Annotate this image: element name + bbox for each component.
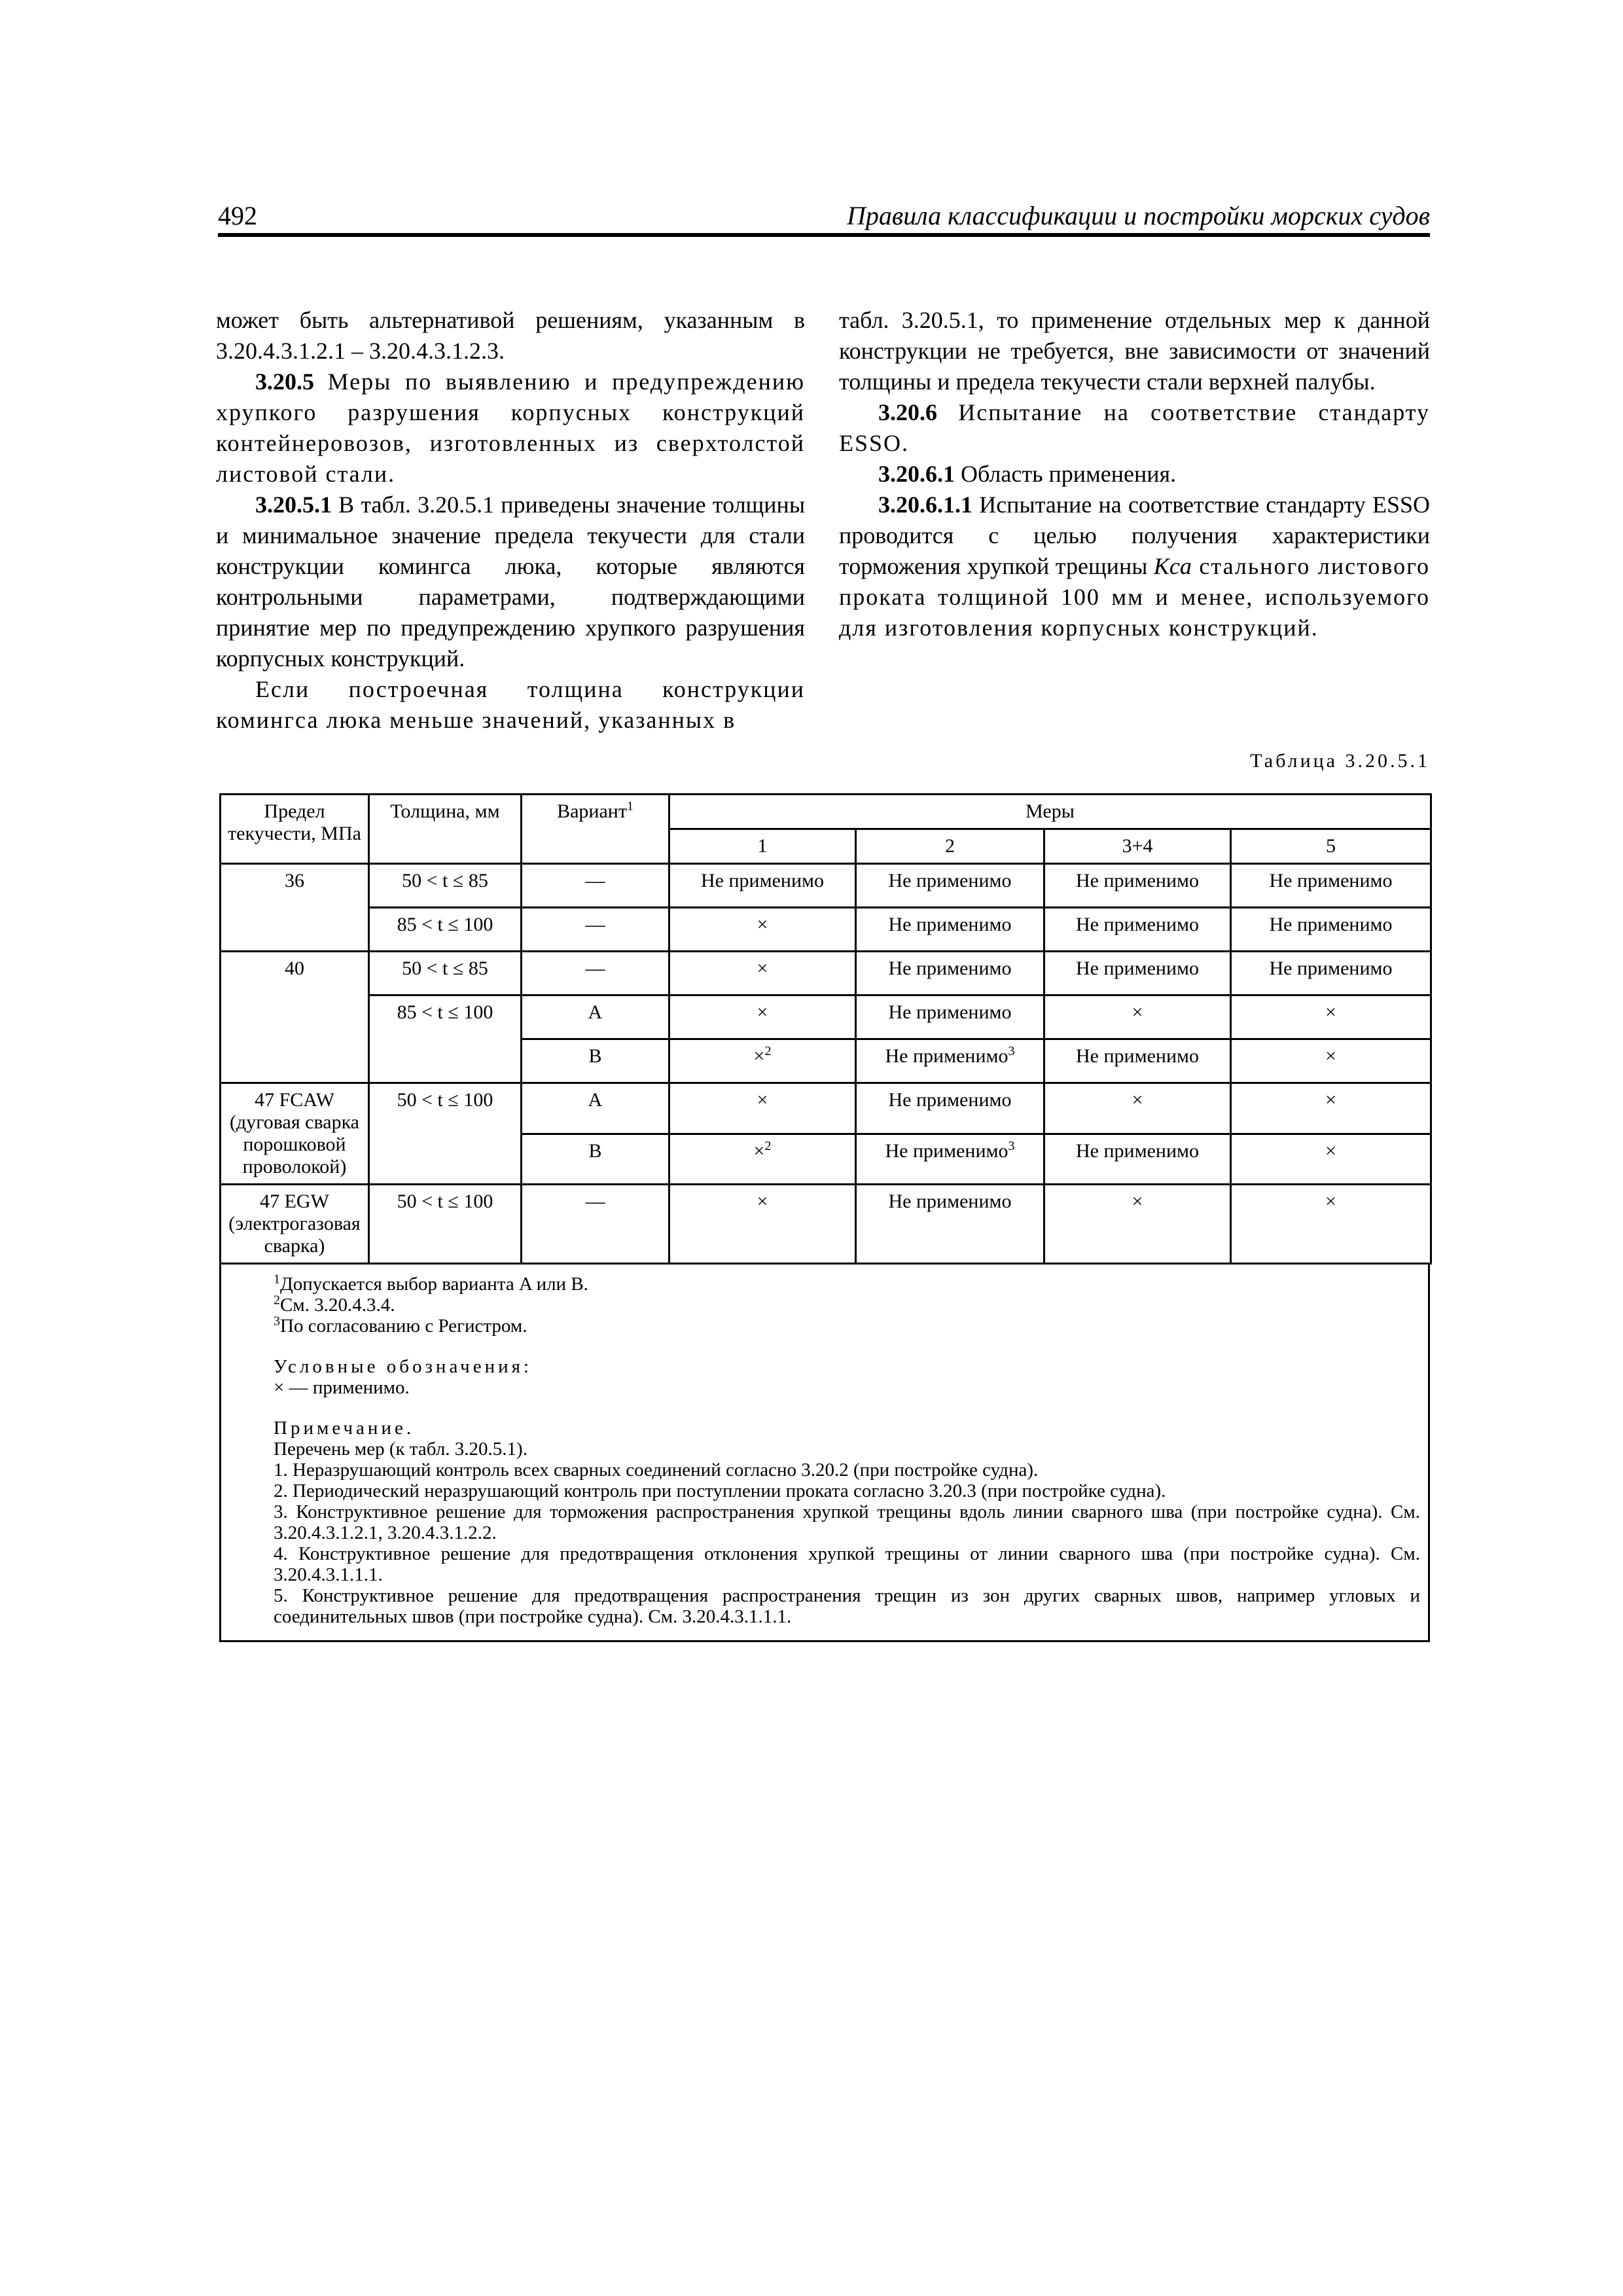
right-column: [839, 305, 1430, 643]
cell-measure-1: [669, 1039, 856, 1083]
paragraph-number: 3.20.6.1: [878, 461, 955, 487]
cell-value: Не применимо: [885, 1139, 1008, 1162]
footnotes: [274, 1274, 1420, 1336]
cell-value: Не применимо: [888, 958, 1012, 979]
cell-value: ×: [753, 1045, 765, 1067]
cell-measure-1: [669, 952, 856, 996]
cell-variant: B: [522, 1039, 669, 1083]
cell-footnote-ref: 3: [1008, 1138, 1015, 1153]
cell-measure-2: [856, 1083, 1044, 1134]
paragraph-text: Область применения.: [955, 461, 1177, 487]
cell-value: Не применимо: [888, 870, 1012, 891]
table-row: [221, 864, 1431, 908]
header-measure-2: 2: [856, 829, 1044, 864]
paragraph-continuation: табл. 3.20.5.1, то применение отдельных мер к данной конструкции не требуется, вне зависимости от значений толщины и предела текучести стали верхней палубы.: [839, 307, 1430, 395]
running-title: Правила классификации и постройки морских судов: [846, 201, 1430, 230]
table-caption: Таблица 3.20.5.1: [1250, 750, 1430, 772]
cell-measure-1: [669, 1083, 856, 1134]
cell-measure-1: [669, 1134, 856, 1185]
cell-measure-3-4: Не применимо: [1044, 1039, 1231, 1083]
paragraph-number: 3.20.5.1: [255, 492, 332, 518]
paragraph-3-20-6-1-1: [839, 490, 1430, 643]
footnote-text: Допускается выбор варианта A или B.: [280, 1274, 588, 1295]
cell-thickness: 50 < t ≤ 85: [369, 864, 522, 908]
note-line: 2. Периодический неразрушающий контроль при поступлении проката согласно 3.20.3 (при постройке судна).: [274, 1480, 1166, 1501]
cell-measure-2: [856, 1185, 1044, 1264]
cell-measure-5: ×: [1231, 1083, 1431, 1134]
cell-measure-3-4: Не применимо: [1044, 1134, 1231, 1185]
cell-measure-2: [856, 864, 1044, 908]
cell-measure-5: ×: [1231, 1039, 1431, 1083]
cell-value: ×: [757, 1089, 768, 1111]
cell-measure-3-4: ×: [1044, 1083, 1231, 1134]
cell-yield: 47 EGW (электрогазовая сварка): [221, 1185, 369, 1264]
cell-measure-1: [669, 908, 856, 952]
cell-variant: —: [522, 864, 669, 908]
cell-footnote-ref: 2: [764, 1044, 772, 1058]
note-heading: Примечание.: [274, 1418, 415, 1439]
paragraph-number: 3.20.6.1.1: [878, 492, 972, 518]
cell-measure-5: Не применимо: [1231, 952, 1431, 996]
paragraph-text-a: Испытание на соответствие стандарту ESSO проводится с целью получения характеристики торможения хрупкой трещины: [839, 492, 1430, 579]
cell-measure-5: Не применимо: [1231, 864, 1431, 908]
header-measure-5: 5: [1231, 829, 1431, 864]
table-row: [221, 1083, 1431, 1134]
left-column: [216, 305, 805, 736]
footnote: [274, 1295, 1420, 1316]
cell-yield: 36: [221, 864, 369, 952]
cell-thickness: 50 < t ≤ 85: [369, 952, 522, 996]
note-line: 1. Неразрушающий контроль всех сварных соединений согласно 3.20.2 (при постройке судна).: [274, 1460, 1039, 1480]
footnote-text: См. 3.20.4.3.4.: [280, 1295, 395, 1316]
section-number: 3.20.6: [878, 399, 937, 425]
cell-measure-5: ×: [1231, 996, 1431, 1039]
paragraph-3-20-5-1: [216, 490, 805, 674]
cell-measure-2: [856, 1039, 1044, 1083]
section-number: 3.20.5: [255, 368, 314, 395]
header-variant-label: Вариант: [557, 800, 627, 822]
page-header: [218, 200, 1430, 237]
cell-variant: —: [522, 1185, 669, 1264]
legend-heading: Условные обозначения:: [274, 1356, 533, 1377]
table-row: [221, 996, 1431, 1039]
cell-variant: B: [522, 1134, 669, 1185]
cell-variant: A: [522, 996, 669, 1039]
cell-thickness: 85 < t ≤ 100: [369, 908, 522, 952]
table-row: [221, 1185, 1431, 1264]
header-variant-footnote: 1: [626, 799, 633, 814]
cell-measure-3-4: Не применимо: [1044, 908, 1231, 952]
cell-value: ×: [757, 1001, 768, 1023]
cell-measure-1: [669, 864, 856, 908]
cell-thickness: 50 < t ≤ 100: [369, 1185, 522, 1264]
cell-value: Не применимо: [888, 1089, 1012, 1111]
paragraph-if-thickness: Если построечная толщина конструкции комингса люка меньше значений, указанных в: [216, 676, 805, 733]
cell-value: Не применимо: [888, 1001, 1012, 1023]
cell-measure-1: [669, 1185, 856, 1264]
cell-measure-5: ×: [1231, 1134, 1431, 1185]
cell-measure-3-4: ×: [1044, 996, 1231, 1039]
section-3-20-6: [839, 397, 1430, 459]
cell-measure-2: [856, 908, 1044, 952]
cell-measure-1: [669, 996, 856, 1039]
cell-value: ×: [757, 1191, 768, 1212]
cell-value: Не применимо: [885, 1045, 1008, 1067]
cell-variant: A: [522, 1083, 669, 1134]
cell-measure-3-4: Не применимо: [1044, 864, 1231, 908]
header-measure-3-4: 3+4: [1044, 829, 1231, 864]
cell-value: Не применимо: [701, 870, 824, 891]
cell-variant: —: [522, 952, 669, 996]
cell-value: ×: [757, 958, 768, 979]
cell-thickness: 85 < t ≤ 100: [369, 996, 522, 1083]
footnote: [274, 1316, 1420, 1336]
section-title: Меры по выявлению и предупреждению хрупкого разрушения корпусных конструкций контейнеровозов, изготовленных из сверхтолстой листовой стали.: [216, 368, 805, 487]
header-variant: [522, 795, 669, 864]
cell-value: ×: [757, 914, 768, 935]
table-body: [221, 864, 1431, 1264]
cell-measure-2: [856, 1134, 1044, 1185]
note-line: Перечень мер (к табл. 3.20.5.1).: [274, 1439, 527, 1460]
cell-measure-5: ×: [1231, 1185, 1431, 1264]
cell-value: ×: [753, 1139, 765, 1162]
table-row: [221, 952, 1431, 996]
header-yield: Предел текучести, МПа: [221, 795, 369, 864]
header-measures: Меры: [669, 795, 1431, 829]
measures-table: [219, 793, 1432, 1265]
cell-measure-3-4: Не применимо: [1044, 952, 1231, 996]
paragraph-text-b: стального листового проката толщиной 100 мм и менее, используемого для изготовления корпусных конструкций.: [839, 553, 1430, 641]
kca-symbol: Kca: [1153, 553, 1192, 579]
header-thickness: Толщина, мм: [369, 795, 522, 864]
cell-measure-2: [856, 952, 1044, 996]
footnote-marker: 3: [274, 1314, 280, 1329]
cell-value: Не применимо: [888, 1191, 1012, 1212]
cell-yield: 47 FCAW (дуговая сварка порошковой проволокой): [221, 1083, 369, 1185]
paragraph-text: В табл. 3.20.5.1 приведены значение толщины и минимальное значение предела текучести для стали конструкции комингса люка, которые являются контрольными параметрами, подтверждающими принятие мер по предупреждению хрупкого разрушения корпусных конструкций.: [216, 492, 805, 672]
section-3-20-5: [216, 367, 805, 490]
paragraph-continuation: может быть альтернативой решениям, указанным в 3.20.4.3.1.2.1 – 3.20.4.3.1.2.3.: [216, 307, 805, 364]
note-lines: [274, 1439, 1420, 1627]
page-number: 492: [218, 201, 257, 230]
footnote-text: По согласованию с Регистром.: [280, 1316, 527, 1336]
cell-measure-5: Не применимо: [1231, 908, 1431, 952]
footnote-marker: 1: [274, 1272, 280, 1287]
cell-footnote-ref: 3: [1008, 1044, 1015, 1058]
header-measure-1: 1: [669, 829, 856, 864]
note-line: 4. Конструктивное решение для предотвращения отклонения хрупкой трещины от линии сварного шва (при постройке судна). См. 3.20.4.3.1.1.1.: [274, 1543, 1420, 1585]
table-notes: [219, 1265, 1430, 1642]
cell-thickness: 50 < t ≤ 100: [369, 1083, 522, 1185]
cell-measure-3-4: ×: [1044, 1185, 1231, 1264]
cell-yield: 40: [221, 952, 369, 1083]
paragraph-3-20-6-1: [839, 459, 1430, 490]
section-title: Испытание на соответствие стандарту ESSO.: [839, 399, 1430, 456]
note-line: 5. Конструктивное решение для предотвращения распространения трещин из зон других сварных швов, например угловых и соединительных швов (при постройке судна). См. 3.20.4.3.1.1.1.: [274, 1585, 1420, 1627]
footnote: [274, 1274, 1420, 1295]
cell-footnote-ref: 2: [764, 1138, 772, 1153]
cell-value: Не применимо: [888, 914, 1012, 935]
footnote-marker: 2: [274, 1293, 280, 1308]
table-row: [221, 908, 1431, 952]
cell-measure-2: [856, 996, 1044, 1039]
cell-variant: —: [522, 908, 669, 952]
note-line: 3. Конструктивное решение для торможения распространения хрупкой трещины вдоль линии сварного шва (при постройке судна). См. 3.20.4.3.1.2.1, 3.20.4.3.1.2.2.: [274, 1501, 1420, 1543]
legend-text: × — применимо.: [274, 1377, 410, 1398]
table-3-20-5-1: [219, 793, 1430, 1642]
